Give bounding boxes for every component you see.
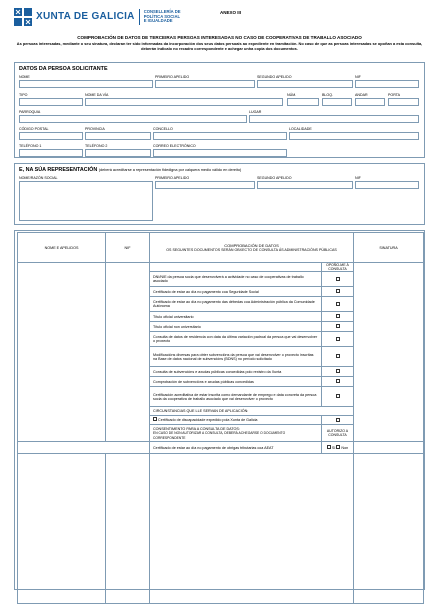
num-field[interactable] — [287, 98, 319, 106]
nome-via-field[interactable] — [85, 98, 283, 106]
row-label-rexistro: Consulta de subvencións e axudas públicas concedidas polo rexistro da Xunta — [150, 367, 322, 377]
label-telefono2: TELÉFONO 2 — [85, 144, 108, 148]
circumstances-title: CIRCUNSTANCIAS QUE LLE SERVAN DE APLICACIÓN: — [150, 407, 354, 415]
correo-field[interactable] — [153, 149, 287, 157]
header-nome-apelidos: NOME E APELIDOS — [18, 233, 106, 263]
logo-name: XUNTA DE GALICIA — [36, 11, 135, 22]
oppose-checkbox-seguridade-social[interactable] — [336, 289, 340, 293]
andar-field[interactable] — [355, 98, 385, 106]
bloq-field[interactable] — [322, 98, 352, 106]
label-num: NÚM. — [287, 93, 297, 97]
sinatura-cell[interactable] — [354, 263, 424, 442]
label-nome-razon: NOME/RAZÓN SOCIAL — [19, 176, 58, 180]
segundo-apelido-field[interactable] — [257, 80, 353, 88]
oppose-checkbox-dni[interactable] — [336, 277, 340, 281]
oppose-checkbox-discapacidade[interactable] — [336, 418, 340, 422]
oppose-checkbox-demandante[interactable] — [336, 394, 340, 398]
primeiro-apelido-field[interactable] — [155, 80, 255, 88]
label-nif: NIF — [355, 75, 361, 79]
concello-field[interactable] — [153, 132, 287, 140]
tipo-field[interactable] — [19, 98, 83, 106]
rep-segundo-apelido-field[interactable] — [257, 181, 353, 189]
consent-item-aeat: Certificado de estar ao día no pagamento de obrigas tributarias coa AEAT — [150, 442, 322, 454]
document-intro: As persoas interesadas, mediante o seu sinatura, declaran ter sido informadas da incorporación dos seus datos persoais ao expediente en tramitación. No caso de que as persoas interesadas se opoñan a esta consulta, deberán indicalo no recadro correspondente e achegar unha copia dos documentos. — [16, 41, 423, 51]
telefono1-field[interactable] — [19, 149, 83, 157]
row-label-residencia: Consulta de datos de residencia con data da última variación padroal da persoa que vai desenvolver o proxecto — [150, 332, 322, 347]
row-label-dni: DNI/NIE da persoa socia que desenvolverá a actividade no caso de cooperativas de traballo asociado — [150, 272, 322, 287]
label-localidade: LOCALIDADE — [289, 127, 312, 131]
blank-nif-cell[interactable] — [106, 454, 150, 604]
xunta-logo — [14, 8, 186, 26]
parroquia-field[interactable] — [19, 115, 247, 123]
label-segundo-apelido: SEGUNDO APELIDO — [257, 75, 292, 79]
blank-name-cell[interactable] — [18, 454, 106, 604]
applicant-section — [14, 62, 425, 158]
blank-comprobacion-cell — [150, 454, 354, 604]
row-label-titulo-non-universitario: Título oficial non universitario — [150, 322, 322, 332]
logo-department: CONSELLERÍA DE POLÍTICA SOCIAL E IGUALDADE — [143, 8, 181, 24]
label-andar: ANDAR — [355, 93, 368, 97]
label-codigo-postal: CÓDIGO POSTAL — [19, 127, 49, 131]
oppose-checkbox-titulo-non-universitario[interactable] — [336, 324, 340, 328]
rep-nif-field[interactable] — [355, 181, 419, 189]
label-correo: CORREO ELECTRÓNICO — [153, 144, 196, 148]
header-sinatura: SINATURA — [354, 233, 424, 263]
document-header — [14, 8, 425, 36]
label-tipo: TIPO — [19, 93, 28, 97]
label-parroquia: PARROQUIA — [19, 110, 41, 114]
rep-primeiro-apelido-field[interactable] — [155, 181, 255, 189]
label-primeiro-apelido: PRIMEIRO APELIDO — [155, 75, 190, 79]
consent-title: CONSENTIMENTO PARA A CONSULTA DE DATOS: EN CASO DE NON AUTORIZAR A CONSULTA, DEBERÁ ACHEGARSE O DOCUMENTO CORRESPONDENTE — [150, 425, 322, 442]
nome-razon-field[interactable] — [19, 181, 153, 221]
porta-field[interactable] — [388, 98, 419, 106]
label-porta: PORTA — [388, 93, 401, 97]
xunta-emblem-icon — [14, 8, 32, 26]
lugar-field[interactable] — [249, 115, 419, 123]
logo-separator — [139, 9, 140, 25]
row-label-bdns: Modificacións diversas para obter subvencións da persoa que vai desenvolver o proxecto inscritas na Base de datos nacional de subvencións (BDNS) no período solicitado — [150, 347, 322, 367]
representative-section — [14, 163, 425, 225]
label-provincia: PROVINCIA — [85, 127, 105, 131]
oppose-checkbox-rexistro[interactable] — [336, 369, 340, 373]
header-comprobacion: COMPROBACIÓN DE DATOS OS SEGUINTES DOCUMENTOS SERÁN OBXECTO DE CONSULTA ÁS ADMINISTRACIÓNS PÚBLICAS — [150, 233, 354, 263]
authorize-non-checkbox[interactable] — [336, 445, 340, 449]
label-concello: CONCELLO — [153, 127, 173, 131]
nome-apelidos-cell[interactable] — [18, 263, 106, 442]
nome-field[interactable] — [19, 80, 153, 88]
row-label-subvencions: Comprobación de subvencións e axudas públicas concedidas — [150, 377, 322, 387]
label-bloq: BLOQ. — [322, 93, 333, 97]
label-rep-primeiro-apelido: PRIMEIRO APELIDO — [155, 176, 190, 180]
oppose-checkbox-titulo-universitario[interactable] — [336, 314, 340, 318]
codigo-postal-field[interactable] — [19, 132, 83, 140]
row-label-seguridade-social: Certificado de estar ao día no pagamento coa Seguridade Social — [150, 287, 322, 297]
header-nif: NIF — [106, 233, 150, 263]
oponse-header: OPOÑO-ME Á CONSULTA — [322, 263, 354, 272]
discapacidade-checkbox[interactable] — [153, 417, 157, 421]
row-label-demandante: Certificación acreditativa de estar inscrita como demandante de emprego e data concreta da persoa socia da cooperativa de traballo asociado que vai desenvolver o proxecto — [150, 387, 322, 407]
oppose-checkbox-bdns[interactable] — [336, 354, 340, 358]
localidade-field[interactable] — [289, 132, 419, 140]
telefono2-field[interactable] — [85, 149, 151, 157]
nif-field[interactable] — [355, 80, 419, 88]
authorize-si-checkbox[interactable] — [327, 445, 331, 449]
row-label-titulo-universitario: Título oficial universitario — [150, 312, 322, 322]
document-title: COMPROBACIÓN DE DATOS DE TERCEIRAS PERSOAS INTERESADAS NO CASO DE COOPERATIVAS DE TRABALLO ASOCIADO — [77, 35, 362, 40]
oppose-checkbox-administracion[interactable] — [336, 302, 340, 306]
consent-table — [17, 232, 424, 604]
label-nome: NOME — [19, 75, 30, 79]
label-rep-segundo-apelido: SEGUNDO APELIDO — [257, 176, 292, 180]
nif-cell[interactable] — [106, 263, 150, 442]
label-rep-nif: NIF — [355, 176, 361, 180]
oppose-checkbox-subvencions[interactable] — [336, 379, 340, 383]
applicant-section-title: DATOS DA PERSOA SOLICITANTE — [19, 66, 108, 72]
row-label-administracion: Certificado de estar ao día no pagamento das débedas coa Administración pública da Comunidade Autónoma — [150, 297, 322, 312]
label-telefono1: TELÉFONO 1 — [19, 144, 42, 148]
circumstances-item: Certificado de discapacidade expedido pola Xunta de Galicia — [150, 415, 322, 424]
authorize-header: AUTORIZO A CONSULTA — [322, 425, 354, 442]
authorize-options: SI Non — [322, 442, 354, 454]
annex-label: ANEXO III — [220, 10, 242, 15]
representative-section-title: E, NA SÚA REPRESENTACIÓN (deberá acreditarse a representación fidedigna por calquera medio válido en dereito) — [19, 167, 242, 173]
oppose-checkbox-residencia[interactable] — [336, 337, 340, 341]
provincia-field[interactable] — [85, 132, 151, 140]
label-lugar: LUGAR — [249, 110, 262, 114]
label-nome-via: NOME DA VÍA — [85, 93, 109, 97]
blank-sinatura-cell[interactable] — [354, 454, 424, 604]
